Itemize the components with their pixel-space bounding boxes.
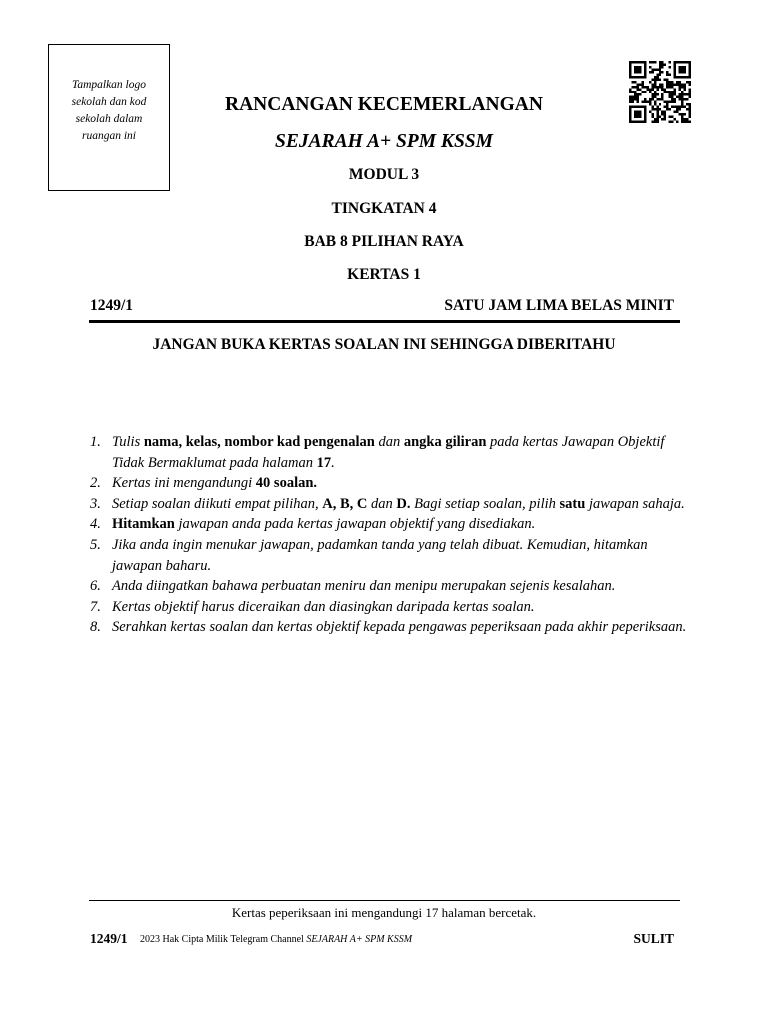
copyright-channel: SEJARAH A+ SPM KSSM <box>306 934 413 945</box>
footer-divider <box>89 900 680 901</box>
instruction-number: 7. <box>90 598 101 615</box>
document-title: RANCANGAN KECEMERLANGAN <box>225 94 543 115</box>
instruction-text: 17 <box>316 454 332 471</box>
footer-paper-code: 1249/1 <box>90 931 128 946</box>
instruction-text: satu <box>559 495 586 512</box>
instruction-item <box>90 514 690 535</box>
instruction-text: Setiap soalan diikuti empat pilihan, <box>112 495 323 512</box>
chapter-label: BAB 8 PILIHAN RAYA <box>304 233 464 250</box>
instruction-text: Hitamkan <box>112 516 175 533</box>
instruction-text: jawapan sahaja. <box>585 495 685 512</box>
header-divider <box>89 320 680 323</box>
instruction-text: jawapan anda pada kertas jawapan objektif yang disediakan. <box>174 516 536 533</box>
logo-box-note: Tampalkan logo sekolah dan kod sekolah dalam ruangan ini <box>71 79 147 142</box>
instructions-list <box>90 432 690 638</box>
instruction-item <box>90 597 690 618</box>
exam-duration: SATU JAM LIMA BELAS MINIT <box>444 297 674 314</box>
instruction-text: Jika anda ingin menukar jawapan, padamkan tanda yang telah dibuat. Kemudian, hitamkan jawapan baharu. <box>112 536 648 574</box>
instruction-text: Kertas ini mengandungi <box>112 475 256 492</box>
instruction-number: 2. <box>90 475 101 492</box>
instruction-text: Anda diingatkan bahawa perbuatan meniru dan menipu merupakan sejenis kesalahan. <box>112 578 616 595</box>
instruction-text: D. <box>396 495 411 512</box>
confidential-label: SULIT <box>633 931 674 946</box>
instruction-number: 6. <box>90 578 101 595</box>
instruction-item <box>90 617 690 638</box>
instruction-item <box>90 576 690 597</box>
document-subtitle: SEJARAH A+ SPM KSSM <box>275 131 493 152</box>
instruction-item <box>90 494 690 515</box>
instruction-text: . <box>331 454 335 471</box>
paper-label: KERTAS 1 <box>347 266 421 283</box>
instruction-text: Serahkan kertas soalan dan kertas objektif kepada pengawas peperiksaan pada akhir peperiksaan. <box>112 619 687 636</box>
instruction-number: 8. <box>90 619 101 636</box>
instruction-text: dan <box>367 495 397 512</box>
instruction-text: Bagi setiap soalan, pilih <box>410 495 560 512</box>
instruction-text: nama, kelas, nombor kad pengenalan <box>143 434 375 450</box>
page-count-note: Kertas peperiksaan ini mengandungi 17 halaman bercetak. <box>231 905 537 920</box>
instruction-number: 1. <box>90 434 101 450</box>
instruction-text: 40 soalan. <box>255 475 318 492</box>
paper-code: 1249/1 <box>90 297 134 314</box>
copyright-prefix: 2023 Hak Cipta Milik Telegram Channel <box>140 934 307 945</box>
instruction-item <box>90 535 690 576</box>
module-label: MODUL 3 <box>348 166 420 183</box>
instruction-text: dan <box>374 434 404 450</box>
instruction-number: 4. <box>90 516 101 533</box>
copyright-notice <box>140 934 412 945</box>
instruction-text: pada kertas Jawapan Objektif Tidak Bermaklumat pada halaman <box>112 434 665 471</box>
instruction-text: Kertas objektif harus diceraikan dan diasingkan daripada kertas soalan. <box>112 598 535 615</box>
instruction-text: angka giliran <box>403 434 487 450</box>
form-level-label: TINGKATAN 4 <box>331 200 437 217</box>
instruction-item <box>90 473 690 494</box>
do-not-open-warning: JANGAN BUKA KERTAS SOALAN INI SEHINGGA DIBERITAHU <box>152 336 616 353</box>
instruction-text: A, B, C <box>322 495 368 512</box>
instruction-item <box>90 432 690 473</box>
instruction-text: Tulis <box>112 434 144 450</box>
instruction-number: 5. <box>90 536 101 553</box>
instruction-number: 3. <box>90 495 101 512</box>
